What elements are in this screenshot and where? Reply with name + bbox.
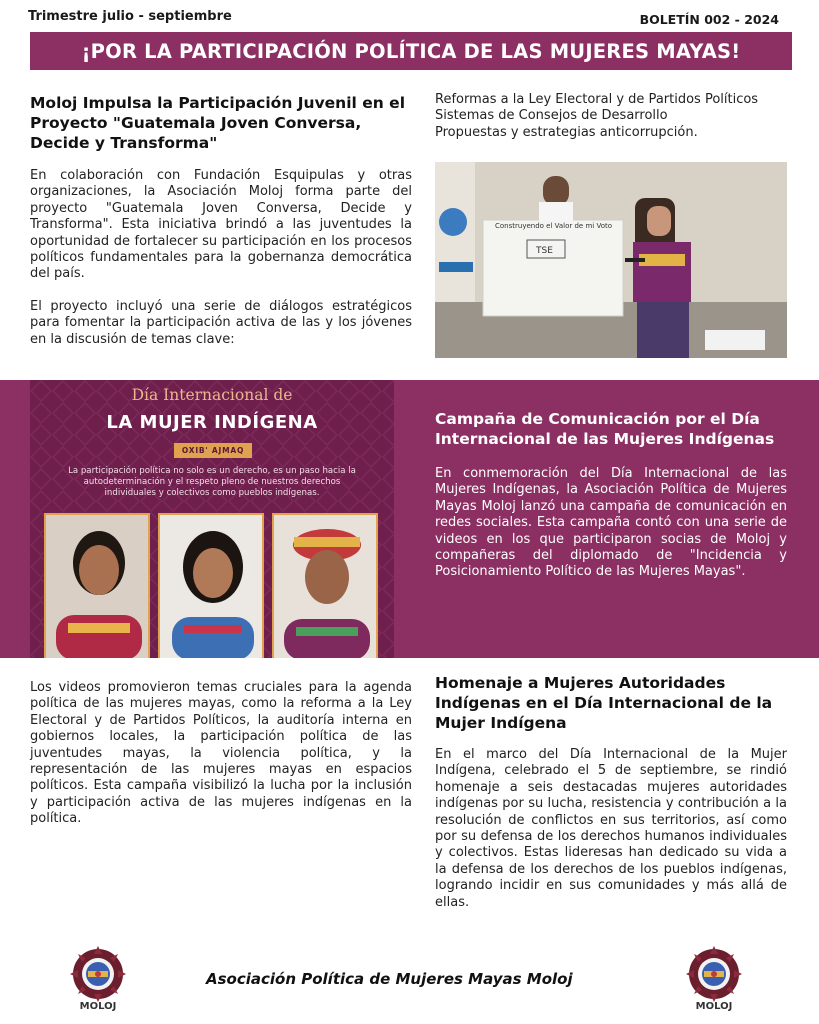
section1-heading-block — [30, 93, 412, 153]
moloj-emblem-icon — [682, 946, 746, 1002]
section1-title: Moloj Impulsa la Participación Juvenil en el Proyecto "Guatemala Joven Conversa, Decide y Transforma" — [30, 94, 406, 152]
section4-paragraph: En el marco del Día Internacional de la Mujer Indígena, celebrado el 5 de septiembre, se rindió homenaje a seis destacadas mujeres autoridades indígenas por su lucha, resistencia y contribución a la resolución de conflictos en sus territorios, así como por su defensa de los derechos humanos individuales y colectivos. Estas lideresas han dedicado su vida a la defensa de los derechos de los pueblos indígenas, logrando incidir en sus comunidades y más allá de ellas. — [435, 747, 787, 910]
flipchart-box-label: TSE — [536, 246, 553, 256]
headline-banner: ¡POR LA PARTICIPACIÓN POLÍTICA DE LAS MUJERES MAYAS! — [30, 32, 792, 70]
portrait-3-illustration — [274, 515, 378, 658]
portrait-3 — [272, 513, 378, 658]
section2-title: Campaña de Comunicación por el Día Internacional de las Mujeres Indígenas — [435, 410, 775, 448]
poster-subtitle: Día Internacional de — [131, 386, 293, 404]
topic-item: Reformas a la Ley Electoral y de Partidos Políticos — [435, 92, 759, 107]
section1-paragraph-2: El proyecto incluyó una serie de diálogos estratégicos para fomentar la participación activa de las y los jóvenes en la discusión de temas clave: — [30, 299, 412, 347]
poster-title: LA MUJER INDÍGENA — [106, 412, 318, 433]
section4-title: Homenaje a Mujeres Autoridades Indígenas en el Día Internacional de la Mujer Indígena — [435, 674, 773, 732]
bulletin-number: BOLETÍN 002 - 2024 — [639, 12, 779, 27]
section3-body — [30, 680, 412, 828]
moloj-logo-left — [66, 946, 130, 1014]
flipchart-title: Construyendo el Valor de mi Voto — [495, 222, 613, 230]
section3-paragraph: Los videos promovieron temas cruciales para la agenda política de las mujeres mayas, como la reforma a la Ley Electoral y de Partidos Políticos, la auditoría interna en gobiernos locales, la participación política de las juventudes mayas, la violencia política, y la representación de las mujeres mayas en espacios políticos. Esta campaña visibilizó la lucha por la inclusión y participación activa de las mujeres indígenas en la política. — [30, 680, 412, 827]
logo-label: MOLOJ — [695, 1001, 733, 1012]
section1-body-2 — [30, 299, 412, 348]
poster-tag: OXIB' AJMAQ — [174, 443, 252, 458]
section4-body — [435, 747, 787, 911]
topic-item: Propuestas y estrategias anticorrupción. — [435, 124, 698, 140]
section2-paragraph: En conmemoración del Día Internacional de las Mujeres Indígenas, la Asociación Política de Mujeres Mayas Moloj lanzó una campaña de comunicación en redes sociales. Esta campaña contó con una serie de videos en los que participaron socias de Moloj y compañeras del diplomado de "Incidencia y Posicionamiento Político de las Mujeres Mayas". — [435, 466, 787, 580]
section1-paragraph-1: En colaboración con Fundación Esquipulas y otras organizaciones, la Asociación Moloj forma parte del proyecto "Guatemala Joven Conversa, Decide y Transforma". Esta iniciativa brindó a las juventudes la oportunidad de fortalecer su participación en los procesos políticos fundamentales para la gobernanza democrática del país. — [30, 168, 412, 282]
section2-body — [435, 466, 787, 581]
dialogue-photo-illustration — [435, 162, 787, 358]
topic-item: Sistemas de Consejos de Desarrollo — [435, 108, 668, 124]
section1-body-1 — [30, 168, 412, 283]
indigenous-day-poster — [30, 380, 394, 658]
portrait-2 — [158, 513, 264, 658]
footer-organization: Asociación Política de Mujeres Mayas Moloj — [206, 970, 573, 988]
section2-heading-block — [435, 409, 787, 449]
portrait-1 — [44, 513, 150, 658]
poster-quote: La participación política no solo es un derecho, es un paso hacia la autodeterminación y el respeto pleno de nuestros derechos individuales y colectivos como pueblos indígenas. — [68, 466, 356, 499]
section4-heading-block — [435, 673, 787, 733]
dialogue-photo — [435, 162, 787, 358]
moloj-logo-right — [682, 946, 746, 1014]
logo-label: MOLOJ — [79, 1001, 117, 1012]
topics-list — [435, 92, 787, 141]
portrait-2-illustration — [160, 515, 264, 658]
portrait-1-illustration — [46, 515, 150, 658]
period-label: Trimestre julio - septiembre — [28, 9, 232, 24]
moloj-emblem-icon — [66, 946, 130, 1002]
